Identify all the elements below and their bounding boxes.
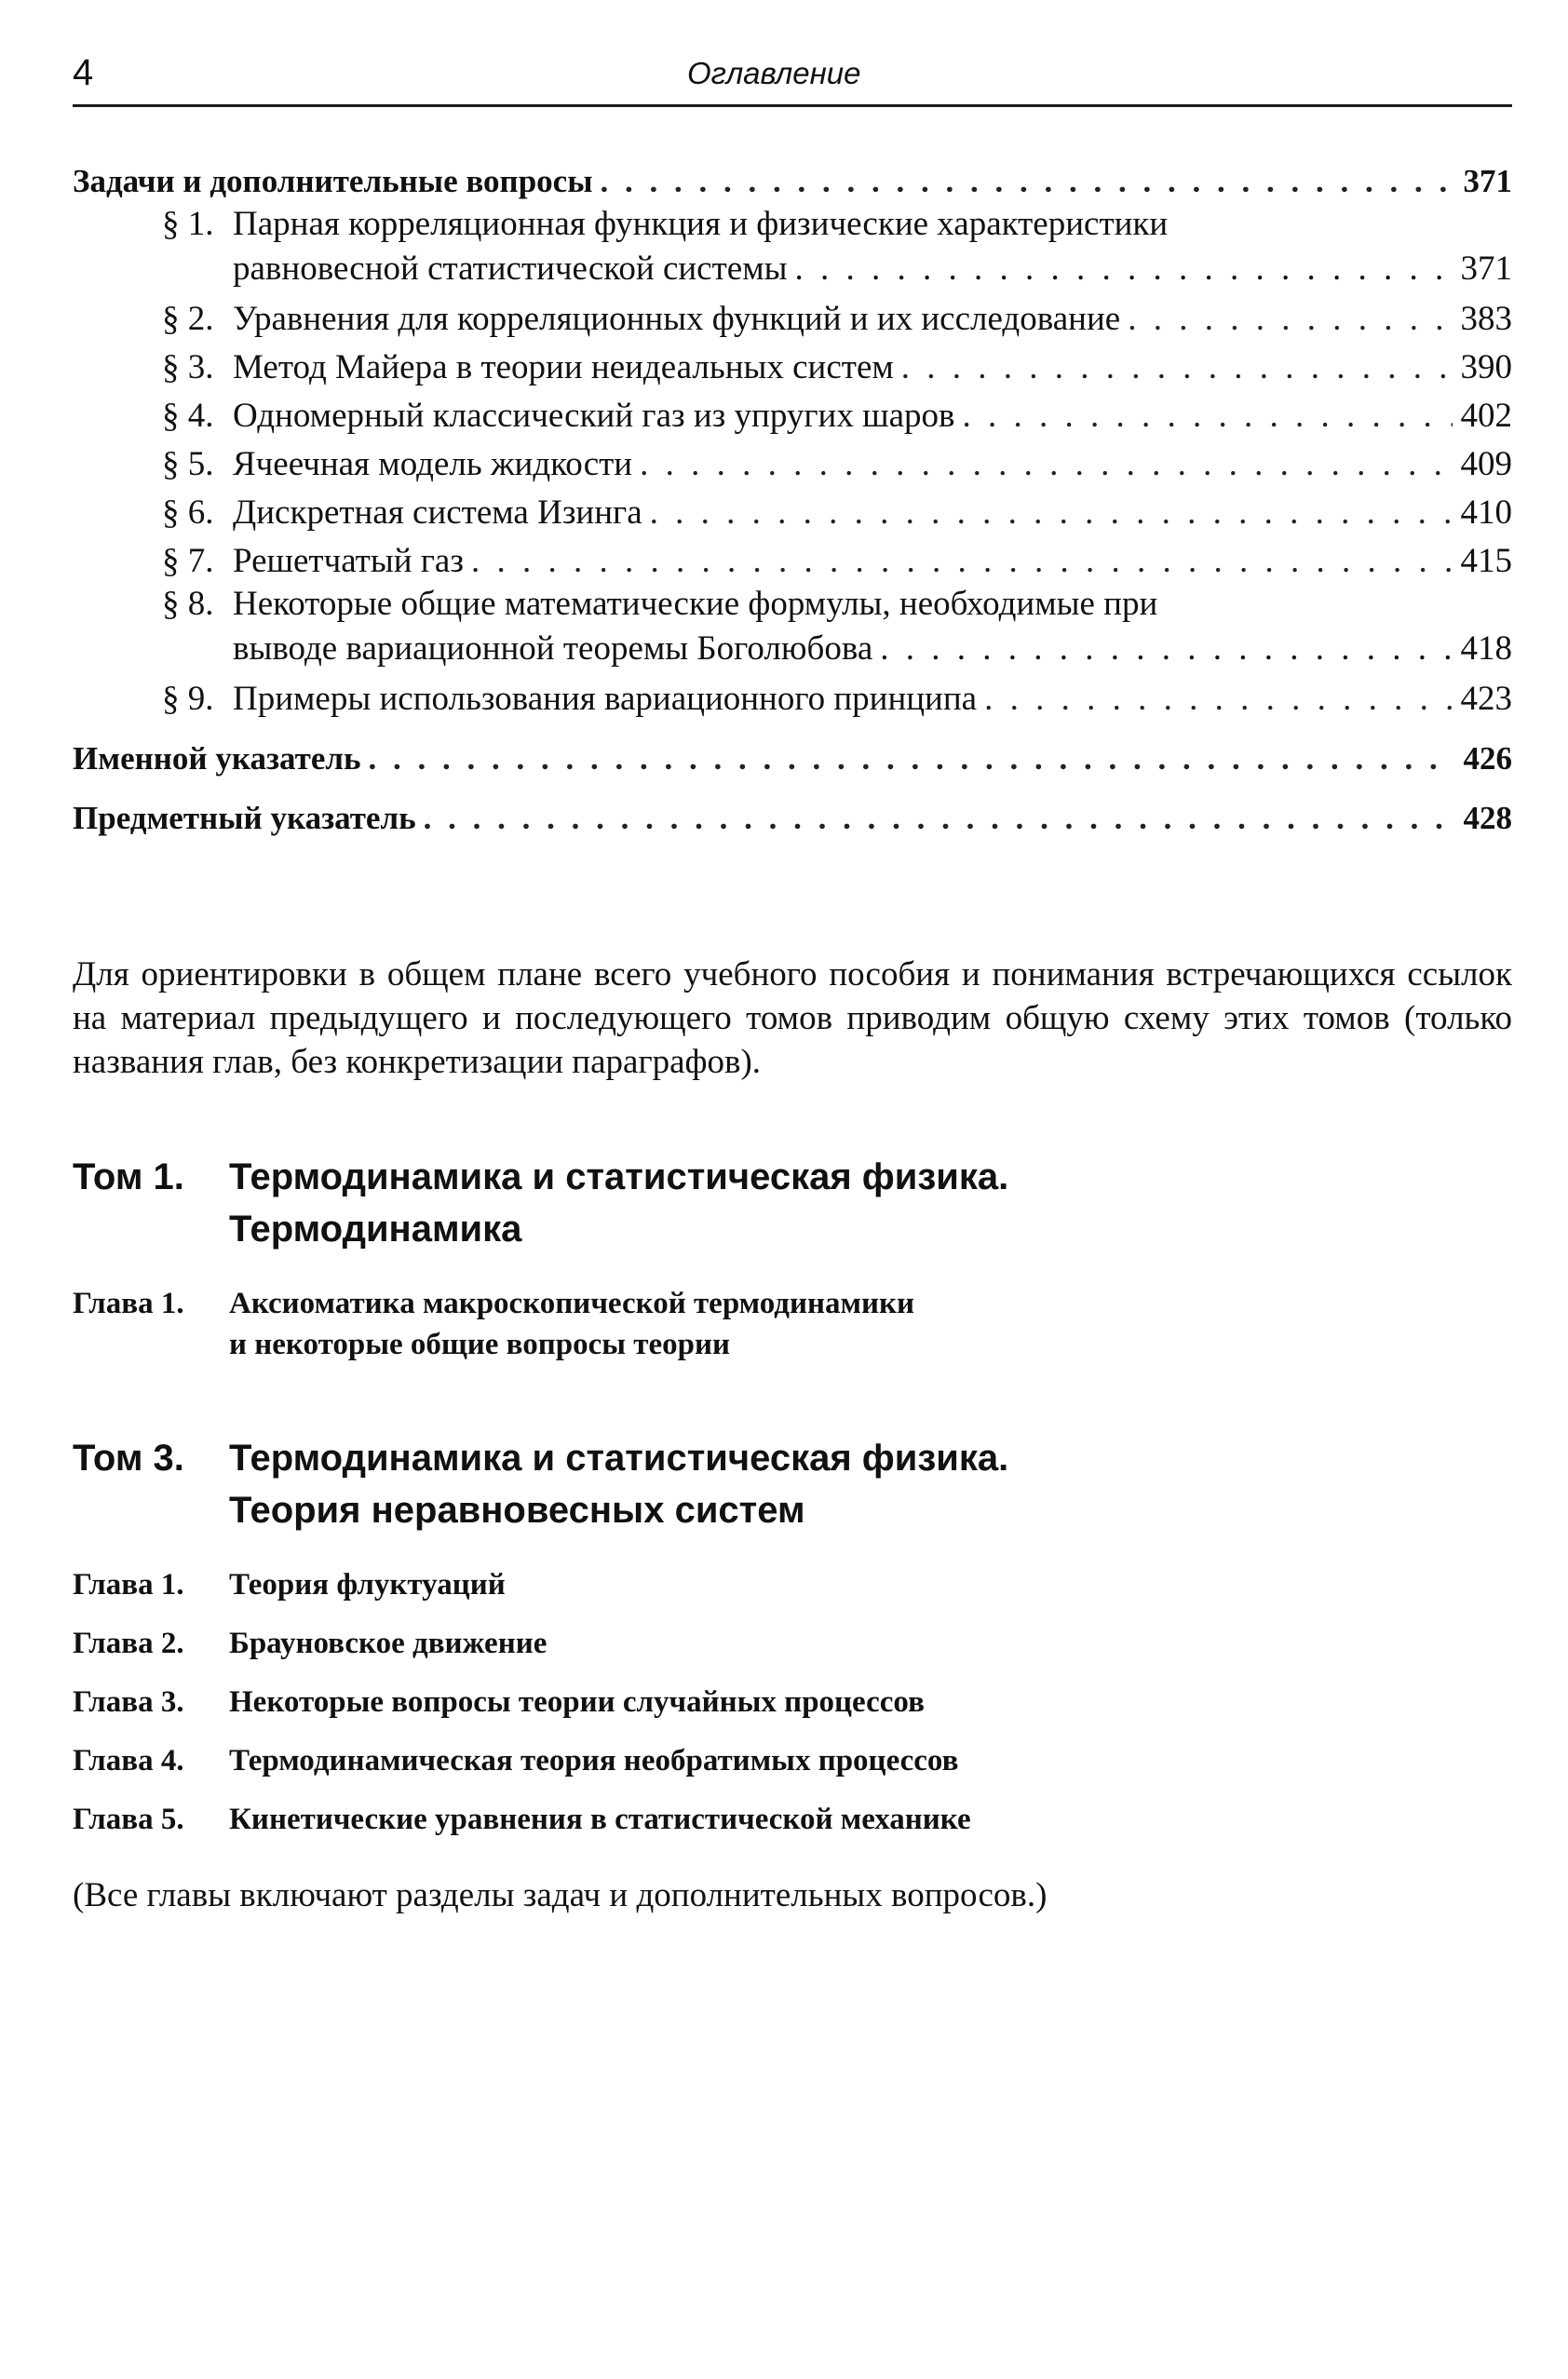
intro-paragraph: Для ориентировки в общем плане всего учебного пособия и понимания встречающихся ссылок на материал предыдущего и последующего томов приводим общую схему этих томов (только названия глав, без конкретизации параграфов). — [73, 955, 1512, 1081]
toc-entry-title: Предметный указатель — [73, 800, 416, 836]
section-title-continued: равновесной статистической системы — [233, 250, 788, 288]
volume-title-line: Термодинамика и статистическая физика. — [229, 1156, 1009, 1197]
dot-leader — [984, 679, 1453, 720]
volume-title — [229, 1432, 1008, 1536]
section-number: § 4. — [162, 397, 214, 435]
table-of-contents — [73, 148, 1512, 839]
section-title: Дискретная система Изинга — [233, 493, 642, 532]
section-title: Ячеечная модель жидкости — [233, 445, 633, 483]
chapter-item — [73, 1799, 1512, 1840]
chapter-number: Глава 1. — [73, 1287, 184, 1320]
chapter-list — [73, 1283, 1512, 1365]
volume-title-line: Теория неравновесных систем — [229, 1490, 805, 1531]
toc-entry-page: 428 — [1463, 800, 1512, 836]
toc-entry-title: Именной указатель — [73, 740, 361, 777]
dot-leader — [794, 247, 1453, 291]
chapter-title: Термодинамическая теория необратимых процессов — [229, 1744, 959, 1777]
section-page: 402 — [1460, 397, 1512, 435]
chapter-item — [73, 1740, 1512, 1781]
section-number: § 6. — [162, 493, 214, 532]
volume-heading — [73, 1151, 1512, 1255]
dot-leader — [650, 493, 1453, 534]
toc-entry-name-index[interactable] — [73, 725, 1512, 779]
section-page: 418 — [1460, 629, 1512, 668]
running-head — [73, 47, 1512, 107]
page-number: 4 — [73, 52, 94, 93]
section-number: § 1. — [162, 205, 214, 243]
section-title: Уравнения для корреляционных функций и их исследование — [233, 300, 1121, 338]
volume-title-line: Термодинамика и статистическая физика. — [229, 1438, 1009, 1479]
chapter-list — [73, 1564, 1512, 1840]
toc-entry-page: 426 — [1463, 740, 1512, 777]
chapter-number: Глава 2. — [73, 1627, 184, 1660]
volume-title-line: Термодинамика — [229, 1209, 522, 1250]
chapter-title: Теория флуктуаций — [229, 1568, 506, 1602]
volume-number: Том 3. — [73, 1438, 184, 1479]
chapter-number: Глава 5. — [73, 1803, 184, 1836]
section-number: § 8. — [162, 585, 214, 623]
section-title: Метод Майера в теории неидеальных систем — [233, 348, 894, 386]
toc-section-6[interactable] — [73, 485, 1512, 534]
toc-section-1[interactable] — [73, 202, 1512, 291]
toc-entry-page: 371 — [1463, 163, 1512, 199]
section-title-continued: выводе вариационной теоремы Боголюбова — [233, 629, 873, 668]
section-page: 383 — [1460, 300, 1512, 338]
chapter-title-line: и некоторые общие вопросы теории — [229, 1328, 730, 1361]
volume-title — [229, 1151, 1008, 1255]
volume-heading — [73, 1432, 1512, 1536]
section-number: § 2. — [162, 300, 214, 338]
dot-leader — [962, 396, 1453, 437]
section-page: 390 — [1460, 348, 1512, 386]
section-title: Решетчатый газ — [233, 542, 464, 580]
dot-leader — [369, 738, 1453, 779]
chapter-item — [73, 1283, 1512, 1365]
chapter-title: Некоторые вопросы теории случайных процессов — [229, 1685, 925, 1719]
running-head-title: Оглавление — [687, 56, 861, 90]
section-title: Некоторые общие математические формулы, необходимые при — [233, 585, 1158, 623]
volume-3 — [73, 1432, 1512, 1840]
volume-number: Том 1. — [73, 1156, 184, 1197]
toc-section-5[interactable] — [73, 437, 1512, 485]
section-title: Парная корреляционная функция и физические характеристики — [233, 205, 1169, 243]
toc-entry-title: Задачи и дополнительные вопросы — [73, 163, 593, 199]
chapter-title: Брауновское движение — [229, 1627, 547, 1660]
chapter-title-line: Аксиоматика макроскопической термодинамики — [229, 1287, 915, 1320]
chapter-number: Глава 3. — [73, 1685, 184, 1719]
toc-section-2[interactable] — [73, 291, 1512, 340]
book-page — [73, 47, 1512, 1953]
volume-1 — [73, 1151, 1512, 1365]
section-title: Примеры использования вариационного принципа — [233, 680, 978, 718]
dot-leader — [601, 161, 1453, 202]
dot-leader — [880, 627, 1453, 671]
chapter-title — [229, 1283, 914, 1365]
toc-section-3[interactable] — [73, 340, 1512, 388]
section-number: § 3. — [162, 348, 214, 386]
toc-section-8[interactable] — [73, 582, 1512, 671]
chapter-item — [73, 1564, 1512, 1605]
section-page: 415 — [1460, 542, 1512, 580]
toc-entry-subject-index[interactable] — [73, 785, 1512, 839]
chapter-item — [73, 1623, 1512, 1664]
toc-section-9[interactable] — [73, 671, 1512, 720]
chapter-item — [73, 1682, 1512, 1723]
closing-note: (Все главы включают разделы задач и дополнительных вопросов.) — [73, 1876, 1048, 1914]
section-number: § 7. — [162, 542, 214, 580]
dot-leader — [640, 444, 1453, 485]
chapter-title: Кинетические уравнения в статистической механике — [229, 1803, 971, 1836]
section-page: 410 — [1460, 493, 1512, 532]
section-page: 423 — [1460, 680, 1512, 718]
toc-section-7[interactable] — [73, 534, 1512, 582]
dot-leader — [424, 798, 1453, 839]
dot-leader — [1128, 299, 1453, 340]
chapter-number: Глава 4. — [73, 1744, 184, 1777]
toc-section-4[interactable] — [73, 388, 1512, 437]
section-page: 409 — [1460, 445, 1512, 483]
chapter-number: Глава 1. — [73, 1568, 184, 1602]
section-number: § 9. — [162, 680, 214, 718]
toc-entry-problems[interactable] — [73, 148, 1512, 202]
section-number: § 5. — [162, 445, 214, 483]
section-page: 371 — [1460, 250, 1512, 288]
dot-leader — [471, 541, 1453, 582]
dot-leader — [901, 347, 1453, 388]
section-title: Одномерный классический газ из упругих шаров — [233, 397, 955, 435]
